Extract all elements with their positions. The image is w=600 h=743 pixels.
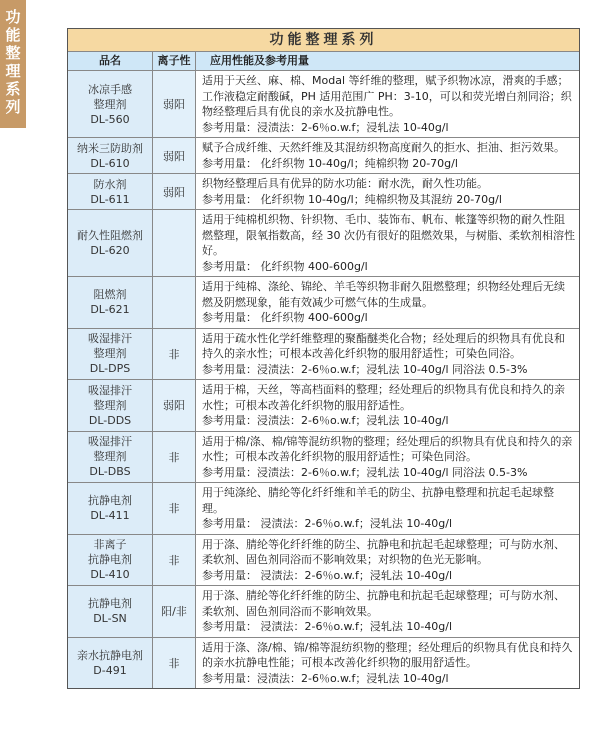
reference-dosage: 参考用量： 浸渍法：2-6％o.w.f；浸轧法 10-40g/l xyxy=(202,620,453,633)
ionicity-cell: 非 xyxy=(153,638,196,689)
application-cell xyxy=(196,586,579,637)
product-name-line: 阻燃剂 xyxy=(93,288,127,302)
product-name-line: DL-DPS xyxy=(89,362,131,376)
reference-dosage: 参考用量：浸渍法：2-6％o.w.f；浸轧法 10-40g/l 同浴法 0.5-3% xyxy=(202,465,528,479)
ionicity-cell xyxy=(153,277,196,328)
header-desc: 应用性能及参考用量 xyxy=(210,54,309,67)
side-tab-char: 能 xyxy=(5,26,21,44)
ionicity-cell: 弱阳 xyxy=(153,71,196,137)
product-name-cell xyxy=(68,210,153,276)
reference-dosage: 参考用量：浸渍法：2-6％o.w.f；浸轧法 10-40g/l 同浴法 0.5-3% xyxy=(202,362,528,376)
side-tab-char: 理 xyxy=(5,62,21,80)
product-name-cell xyxy=(68,535,153,586)
table-row xyxy=(68,174,579,210)
product-name-line: 吸湿排汗 xyxy=(88,332,132,346)
application-description: 适用于棉/涤、棉/锦等混纺织物的整理；经处理后的织物具有优良和持久的亲水性；可根本改善化纤织物的服用舒适性；可染色同浴。 xyxy=(202,434,573,463)
reference-dosage: 参考用量： 化纤织物 400-600g/l xyxy=(202,311,368,324)
product-name-line: DL-DDS xyxy=(88,413,132,427)
section-side-tab xyxy=(0,0,26,128)
table-row xyxy=(68,380,579,432)
header-ion: 离子性 xyxy=(153,52,196,70)
application-description: 用于纯涤纶、腈纶等化纤纤维和羊毛的防尘、抗静电整理和抗起毛起球整理。 xyxy=(202,486,554,515)
product-name-line: 抗静电剂 xyxy=(88,597,132,611)
reference-dosage: 参考用量： 浸渍法：2-6％o.w.f；浸轧法 10-40g/l xyxy=(202,517,453,530)
product-name-line: 抗静电剂 xyxy=(88,494,132,508)
application-cell xyxy=(196,329,579,380)
product-name-line: 冰凉手感 xyxy=(88,82,132,96)
table-row xyxy=(68,432,579,484)
side-tab-char: 整 xyxy=(5,44,21,62)
product-name-line: 非离子 xyxy=(93,538,127,552)
table-row xyxy=(68,138,579,174)
product-name-cell xyxy=(68,483,153,534)
application-cell xyxy=(196,210,579,276)
application-cell xyxy=(196,535,579,586)
product-name-line: DL-611 xyxy=(90,192,130,206)
header-name: 品名 xyxy=(68,52,153,70)
product-name-line: 纳米三防助剂 xyxy=(77,141,143,155)
table-body xyxy=(68,71,579,688)
reference-dosage: 参考用量：浸渍法：2-6％o.w.f；浸轧法 10-40g/l xyxy=(202,414,449,427)
table-row xyxy=(68,483,579,535)
product-name-line: 防水剂 xyxy=(93,177,127,191)
product-name-line: 整理剂 xyxy=(93,347,127,361)
product-name-line: DL-SN xyxy=(93,612,127,626)
application-description: 适用于棉，天丝，等高档面料的整理；经处理后的织物具有优良和持久的亲水性；可根本改善化纤织物的服用舒适性。 xyxy=(202,383,565,412)
application-description: 适用于纯棉、涤纶、锦纶、羊毛等织物非耐久阻燃整理；织物经处理后无续燃及阴燃现象，能有效减少可燃气体的生成量。 xyxy=(202,280,565,309)
table-title: 功能整理系列 xyxy=(68,29,579,52)
ionicity-cell: 非 xyxy=(153,483,196,534)
product-name-line: DL-411 xyxy=(90,509,130,523)
product-name-line: 亲水抗静电剂 xyxy=(77,648,143,662)
application-cell xyxy=(196,174,579,209)
application-description: 适用于涤、涤/棉、锦/棉等混纺织物的整理；经处理后的织物具有优良和持久的亲水抗静电性能；可根本改善化纤织物的服用舒适性。 xyxy=(202,640,573,669)
product-name-line: DL-560 xyxy=(90,112,130,126)
product-name-line: DL-410 xyxy=(90,568,130,582)
product-name-line: D-491 xyxy=(93,663,127,677)
ionicity-cell: 非 xyxy=(153,432,196,483)
side-tab-char: 系 xyxy=(5,80,21,98)
reference-dosage: 参考用量： 浸渍法：2-6％o.w.f；浸轧法 10-40g/l xyxy=(202,568,453,582)
product-name-cell xyxy=(68,71,153,137)
product-name-cell xyxy=(68,329,153,380)
application-cell xyxy=(196,277,579,328)
application-description: 赋予合成纤维、天然纤维及其混纺织物高度耐久的拒水、拒油、拒污效果。 xyxy=(202,141,565,154)
product-name-cell xyxy=(68,174,153,209)
product-name-line: DL-621 xyxy=(90,303,130,317)
product-name-cell xyxy=(68,432,153,483)
product-name-cell xyxy=(68,586,153,637)
side-tab-char: 功 xyxy=(5,8,21,26)
reference-dosage: 参考用量： 化纤织物 10-40g/l；纯棉织物 20-70g/l xyxy=(202,156,458,170)
table-row xyxy=(68,586,579,638)
table-row xyxy=(68,210,579,277)
product-name-line: 整理剂 xyxy=(93,97,127,111)
ionicity-cell: 弱阳 xyxy=(153,174,196,209)
application-description: 适用于天丝、麻、棉、Modal 等纤维的整理，赋予织物冰凉，滑爽的手感；工作液稳定耐酸碱，PH 适用范围广 PH：3-10，可以和荧光增白剂同浴；织物经整理后具有优良的亲水及抗静电性。 xyxy=(202,74,572,118)
table-row xyxy=(68,277,579,329)
ionicity-cell: 阳/非 xyxy=(153,586,196,637)
product-name-cell xyxy=(68,638,153,689)
reference-dosage: 参考用量： 化纤织物 400-600g/l xyxy=(202,259,368,273)
application-cell xyxy=(196,138,579,173)
table-row xyxy=(68,535,579,587)
application-cell xyxy=(196,380,579,431)
ionicity-cell: 弱阳 xyxy=(153,380,196,431)
table-row xyxy=(68,71,579,138)
product-name-line: DL-DBS xyxy=(89,465,131,479)
ionicity-cell xyxy=(153,210,196,276)
product-name-line: 耐久性阻燃剂 xyxy=(77,229,143,242)
application-cell xyxy=(196,483,579,534)
product-name-line: 整理剂 xyxy=(93,398,127,412)
application-description: 织物经整理后具有优异的防水功能：耐水洗，耐久性功能。 xyxy=(202,177,488,190)
table-row xyxy=(68,638,579,689)
product-name-cell xyxy=(68,277,153,328)
application-description: 用于涤、腈纶等化纤纤维的防尘、抗静电和抗起毛起球整理；可与防水剂、柔软剂、固色剂同浴而不影响效果；对织物的色光无影响。 xyxy=(202,537,565,566)
product-name-cell xyxy=(68,138,153,173)
product-name-cell xyxy=(68,380,153,431)
table-header xyxy=(68,52,579,71)
product-name-line: 抗静电剂 xyxy=(88,553,132,567)
product-name-line: 吸湿排汗 xyxy=(88,435,132,449)
application-cell xyxy=(196,638,579,689)
reference-dosage: 参考用量：浸渍法：2-6％o.w.f；浸轧法 10-40g/l xyxy=(202,120,449,134)
application-cell xyxy=(196,432,579,483)
application-description: 适用于纯棉机织物、针织物、毛巾、装饰布、帆布、帐篷等织物的耐久性阻燃整理，限氧指数高，经 30 次仍有很好的阻燃效果，与树脂、柔软剂相溶性好。 xyxy=(202,213,575,257)
table-row xyxy=(68,329,579,381)
ionicity-cell: 非 xyxy=(153,329,196,380)
product-name-line: 吸湿排汗 xyxy=(88,383,132,397)
reference-dosage: 参考用量：浸渍法：2-6％o.w.f；浸轧法 10-40g/l xyxy=(202,671,449,685)
product-name-line: DL-620 xyxy=(90,244,130,257)
product-name-line: DL-610 xyxy=(90,156,130,170)
application-description: 用于涤、腈纶等化纤纤维的防尘、抗静电和抗起毛起球整理；可与防水剂、柔软剂、固色剂同浴而不影响效果。 xyxy=(202,589,565,618)
product-name-line: 整理剂 xyxy=(93,450,127,464)
product-table xyxy=(67,28,580,689)
ionicity-cell: 弱阳 xyxy=(153,138,196,173)
side-tab-char: 列 xyxy=(5,98,21,116)
application-description: 适用于疏水性化学纤维整理的聚酯醚类化合物；经处理后的织物具有优良和持久的亲水性；可根本改善化纤织物的服用舒适性；可染色同浴。 xyxy=(202,331,565,360)
ionicity-cell: 非 xyxy=(153,535,196,586)
application-cell xyxy=(196,71,579,137)
reference-dosage: 参考用量： 化纤织物 10-40g/l；纯棉织物及其混纺 20-70g/l xyxy=(202,192,502,206)
